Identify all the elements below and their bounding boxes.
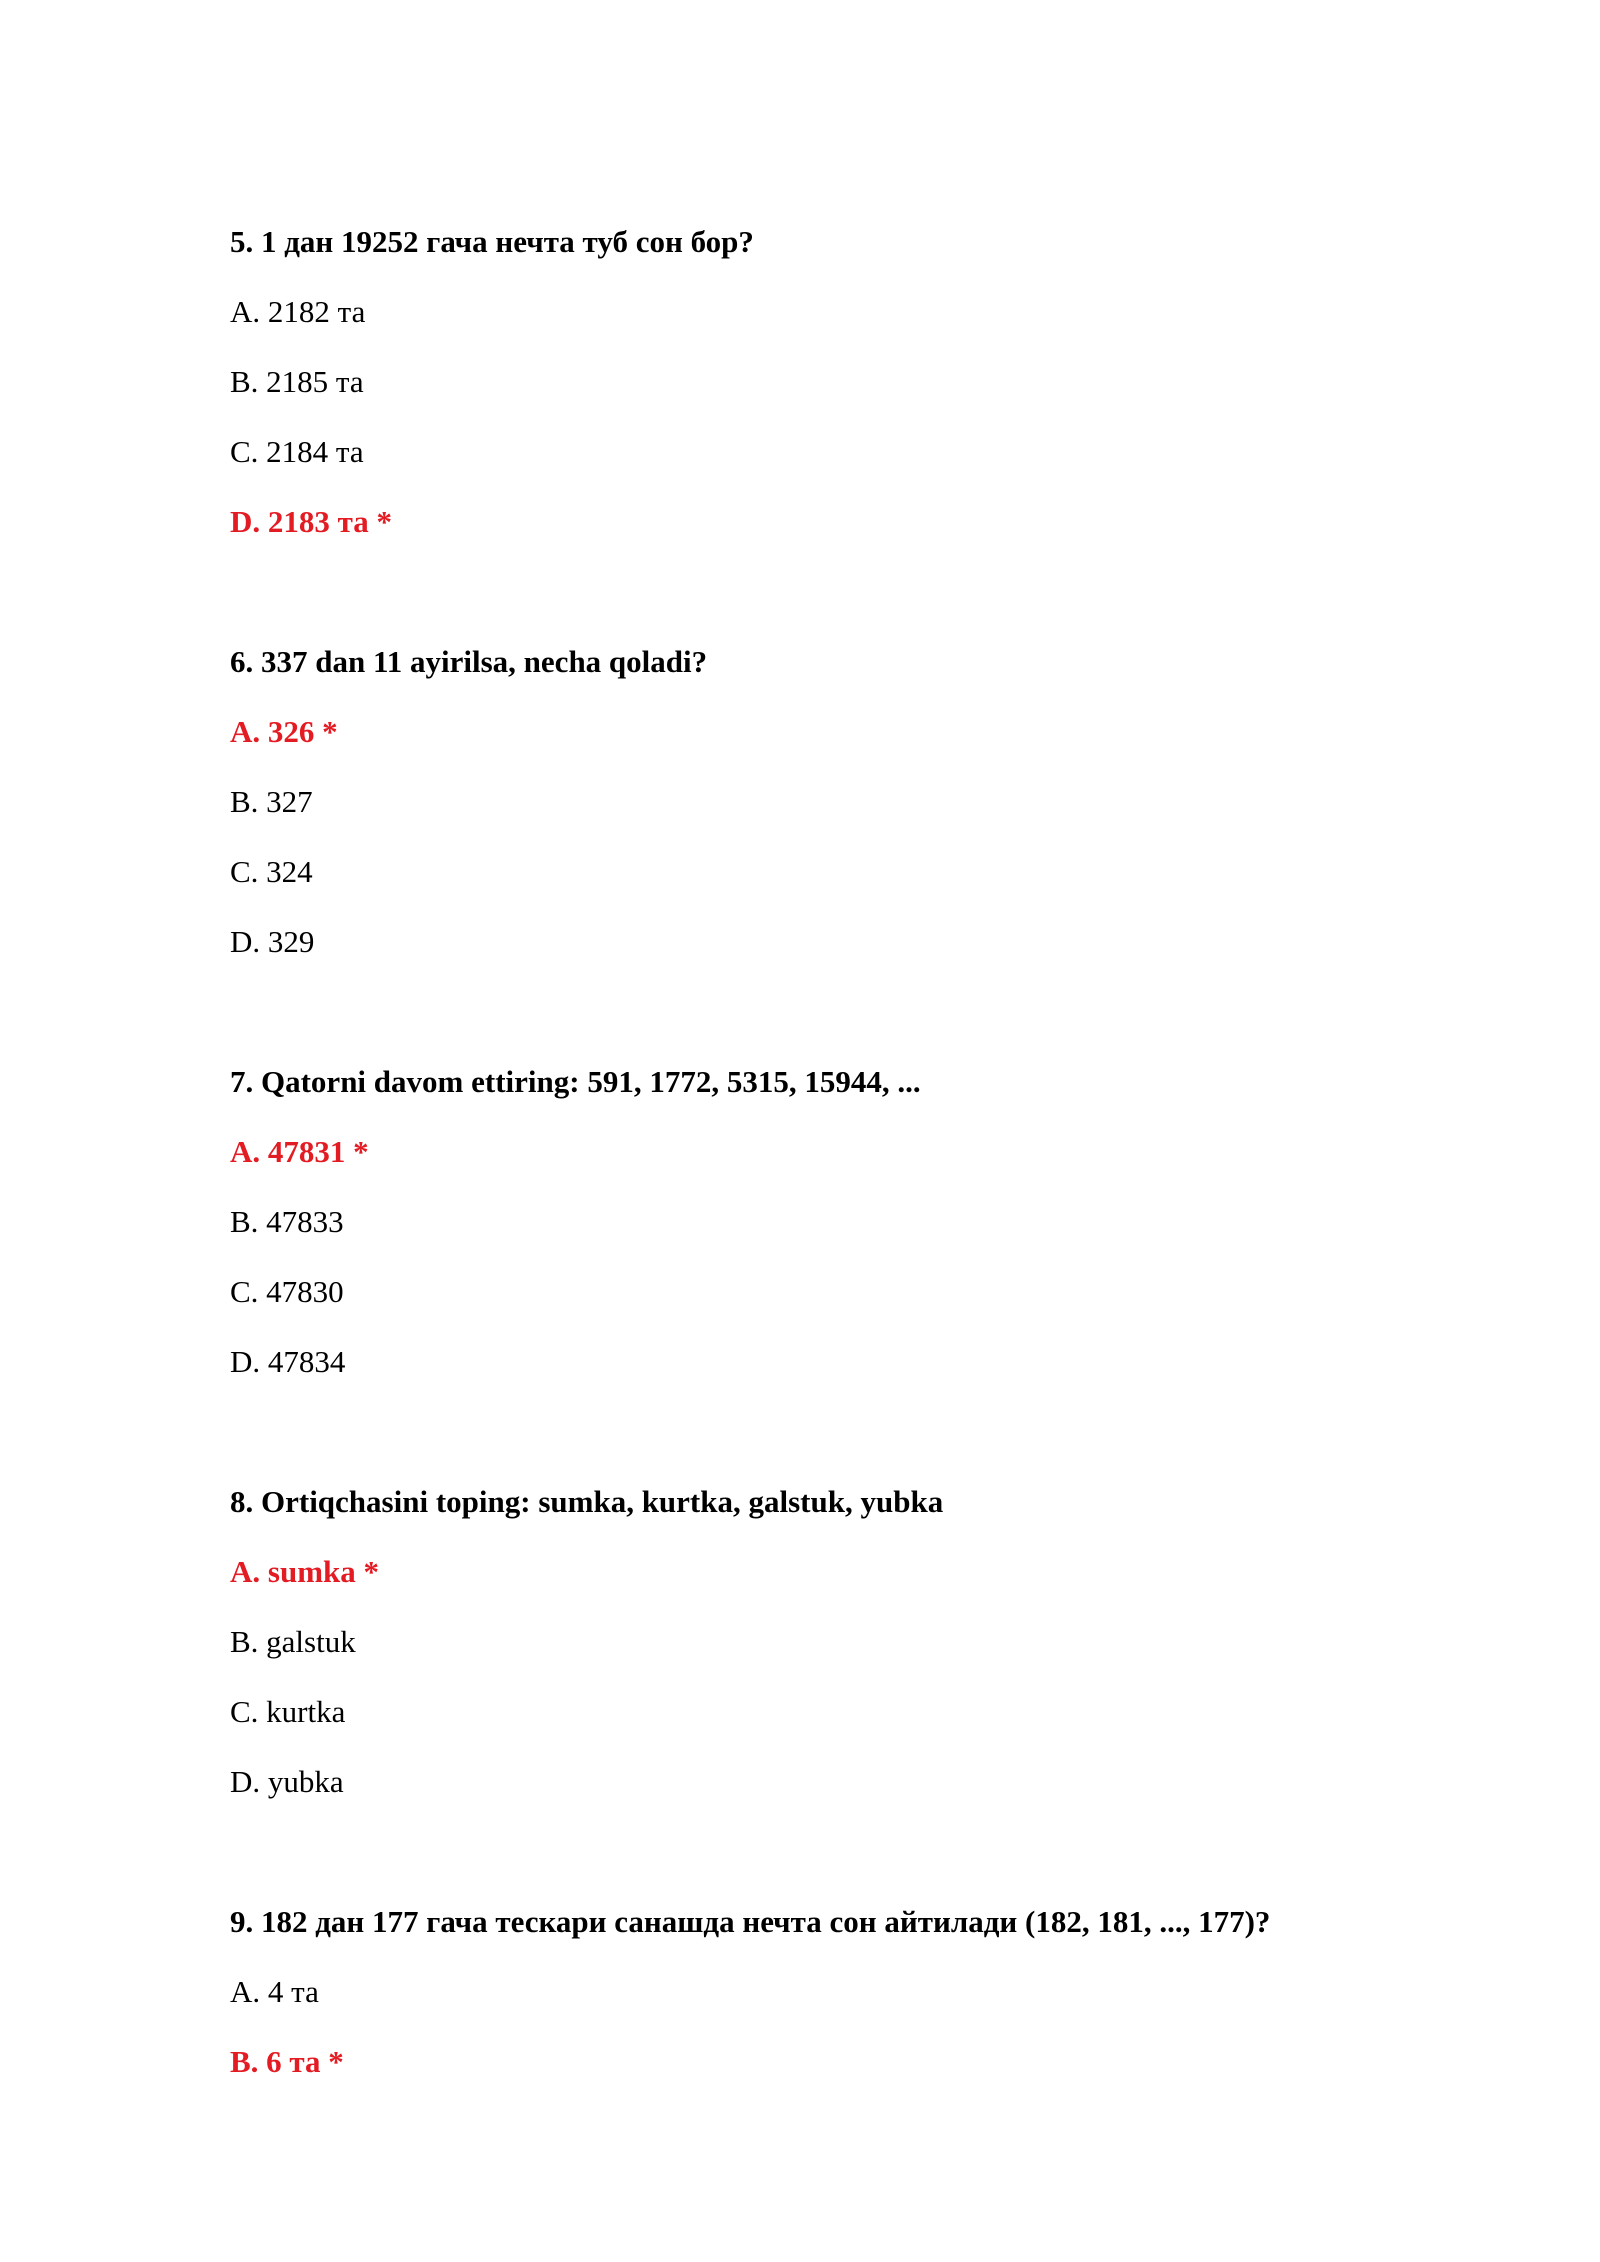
option-9-b-correct: B. 6 та * bbox=[230, 2044, 344, 2079]
option-6-a-correct: A. 326 * bbox=[230, 714, 338, 749]
option-8-c: C. kurtka bbox=[230, 1694, 346, 1729]
question-9: 9. 182 дан 177 гача тескари санашда нечта сон айтилади (182, 181, ..., 177)? bbox=[230, 1904, 1271, 1939]
option-7-a-correct: A. 47831 * bbox=[230, 1134, 369, 1169]
option-7-c: C. 47830 bbox=[230, 1274, 344, 1309]
question-7: 7. Qatorni davom ettiring: 591, 1772, 5315, 15944, ... bbox=[230, 1064, 921, 1099]
option-9-a: A. 4 та bbox=[230, 1974, 319, 2009]
question-5: 5. 1 дан 19252 гача нечта туб сон бор? bbox=[230, 224, 754, 259]
option-7-d: D. 47834 bbox=[230, 1344, 346, 1379]
option-6-d: D. 329 bbox=[230, 924, 315, 959]
option-7-b: B. 47833 bbox=[230, 1204, 344, 1239]
option-6-c: C. 324 bbox=[230, 854, 313, 889]
option-8-d: D. yubka bbox=[230, 1764, 344, 1799]
option-5-a: A. 2182 та bbox=[230, 294, 366, 329]
option-5-d-correct: D. 2183 та * bbox=[230, 504, 392, 539]
option-5-b: B. 2185 та bbox=[230, 364, 364, 399]
option-8-b: B. galstuk bbox=[230, 1624, 356, 1659]
question-6: 6. 337 dan 11 ayirilsa, necha qoladi? bbox=[230, 644, 708, 679]
option-8-a-correct: A. sumka * bbox=[230, 1554, 380, 1589]
question-8: 8. Ortiqchasini toping: sumka, kurtka, galstuk, yubka bbox=[230, 1484, 944, 1519]
option-6-b: B. 327 bbox=[230, 784, 313, 819]
option-5-c: C. 2184 та bbox=[230, 434, 364, 469]
